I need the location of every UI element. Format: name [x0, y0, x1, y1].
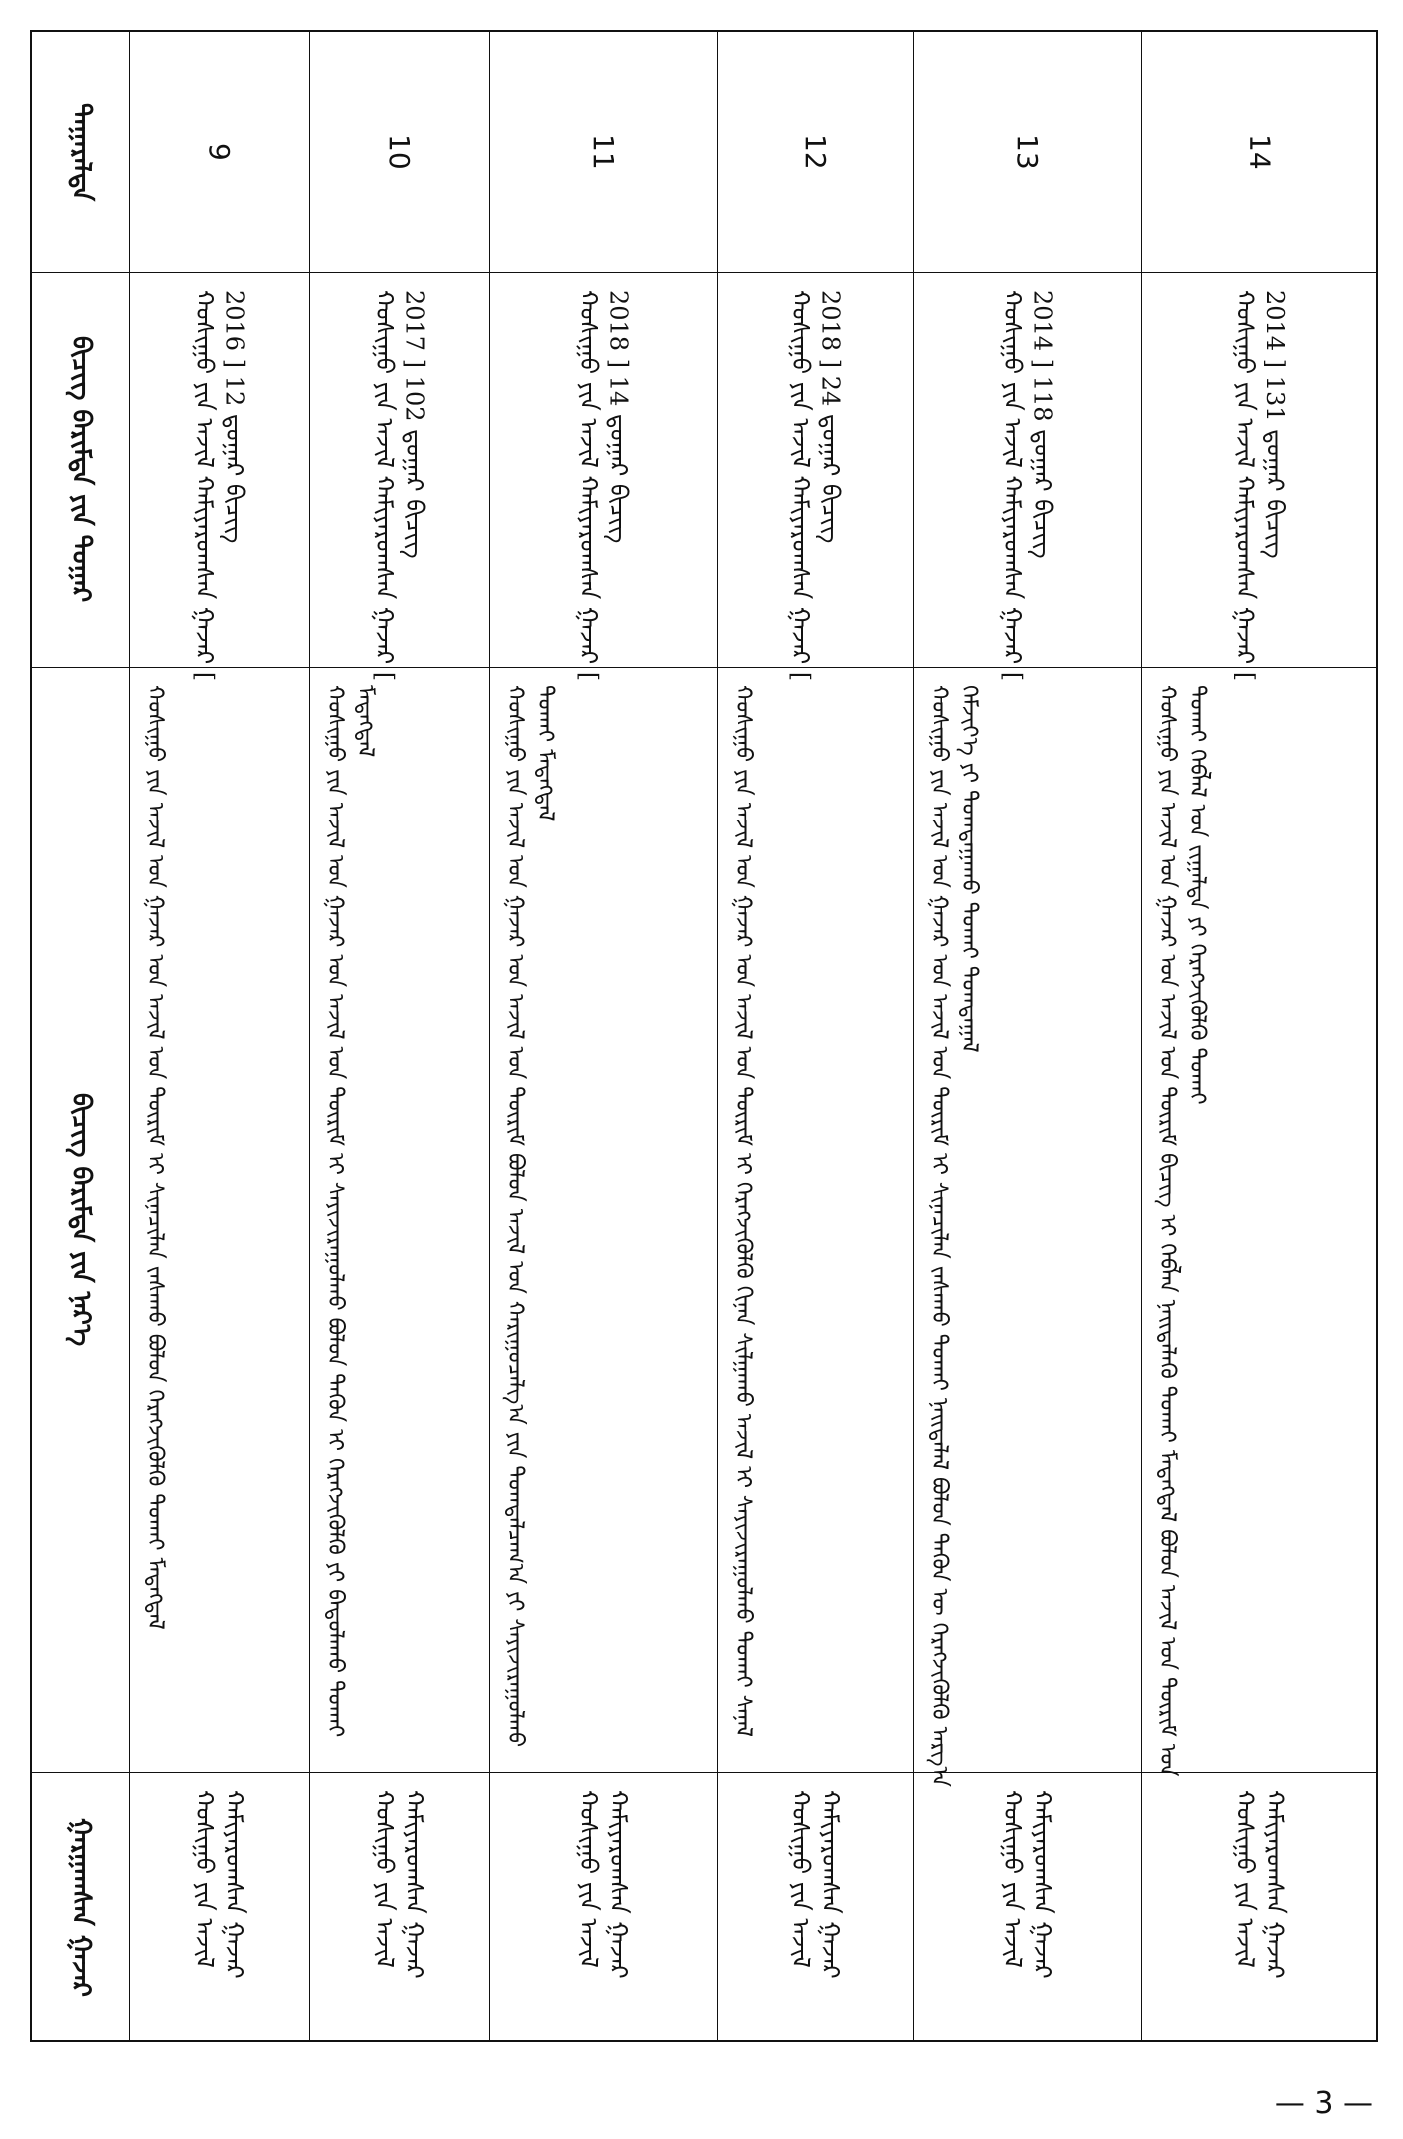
- header-issuer-cell: [32, 1772, 129, 2042]
- header-doc-number-cell: [32, 272, 129, 667]
- row-issuer: ᠬᠣᠰᠢᠭᠤ ᠶᠢᠨ ᠠᠵᠢᠯ ᠬᠠᠮᠢᠶᠠᠷᠤᠭᠰᠠᠨ ᠭᠠᠵᠠᠷ: [370, 1790, 429, 1979]
- header-doc-title: ᠪᠢᠴᠢᠭ ᠪᠠᠷᠢᠮᠲᠠ ᠶᠢᠨ ᠨᠡᠷ᠎ᠡ: [65, 1092, 96, 1347]
- row-number: 13: [1011, 134, 1044, 170]
- row-issuer: ᠬᠣᠰᠢᠭᠤ ᠶᠢᠨ ᠠᠵᠢᠯ ᠬᠠᠮᠢᠶᠠᠷᠤᠭᠰᠠᠨ ᠭᠠᠵᠠᠷ: [998, 1790, 1057, 1979]
- table-row: [914, 32, 1142, 2040]
- row-doc-title: ᠬᠣᠰᠢᠭᠤ ᠶᠢᠨ ᠠᠵᠢᠯ ᠤᠨ ᠭᠠᠵᠠᠷ ᠤᠨ ᠠᠵᠢᠯ ᠤᠨ ᠳᠦᠷᠢᠮ ᠢ ᠰᠠᠶᠢᠵᠢᠷᠠᠭᠤᠯᠬᠤ ᠪᠣᠯᠣᠨ ᠲᠡᠭᠦᠨ ᠢ ᠬᠡᠷᠡᠭᠵᠢᠭᠦᠯᠬᠦ ᠶᠢ ᠪᠠᠲᠤᠯᠠᠬᠤ ᠲᠤᠬᠠᠢ ᠮᠡᠳᠡᠭᠳᠡᠯ: [322, 685, 378, 1745]
- row-doc-number: ᠬᠣᠰᠢᠭᠤ ᠶᠢᠨ ᠠᠵᠢᠯ ᠬᠠᠮᠢᠶᠠᠷᠤᠭᠰᠠᠨ ᠭᠠᠵᠠᠷ [ 2017 ] 102 ᠳ᠋ᠤᠭᠠᠷ ᠪᠢᠴᠢᠭ: [370, 290, 429, 689]
- row-doc-title: ᠬᠣᠰᠢᠭᠤ ᠶᠢᠨ ᠠᠵᠢᠯ ᠤᠨ ᠭᠠᠵᠠᠷ ᠤᠨ ᠠᠵᠢᠯ ᠤᠨ ᠳᠦᠷᠢᠮ ᠪᠢᠴᠢᠭ ᠢ ᠬᠡᠪᠯᠡᠨ ᠨᠡᠢᠲᠡᠯᠡᠬᠦ ᠲᠤᠬᠠᠢ ᠮᠡᠳᠡᠭᠳᠡᠯ ᠪᠣᠯᠣᠨ ᠠᠵᠢᠯ ᠤᠨ ᠳᠦᠷᠢᠮ ᠤᠨ ᠲᠤᠬᠠᠢ ᠬᠡᠪᠯᠡᠯ ᠤᠨ ᠵᠢᠭᠠᠯᠲᠠ ᠶᠢ ᠬᠡᠷᠡᠭᠵᠢᠭᠦᠯᠬᠦ ᠲᠤᠬᠠᠢ: [1154, 685, 1210, 1784]
- table-row: [310, 32, 490, 2040]
- row-doc-number: ᠬᠣᠰᠢᠭᠤ ᠶᠢᠨ ᠠᠵᠢᠯ ᠬᠠᠮᠢᠶᠠᠷᠤᠭᠰᠠᠨ ᠭᠠᠵᠠᠷ [ 2018 ] 24 ᠳ᠋ᠤᠭᠠᠷ ᠪᠢᠴᠢᠭ: [786, 290, 845, 689]
- row-issuer: ᠬᠣᠰᠢᠭᠤ ᠶᠢᠨ ᠠᠵᠢᠯ ᠬᠠᠮᠢᠶᠠᠷᠤᠭᠰᠠᠨ ᠭᠠᠵᠠᠷ: [574, 1790, 633, 1979]
- row-doc-title: ᠬᠣᠰᠢᠭᠤ ᠶᠢᠨ ᠠᠵᠢᠯ ᠤᠨ ᠭᠠᠵᠠᠷ ᠤᠨ ᠠᠵᠢᠯ ᠤᠨ ᠳᠦᠷᠢᠮ ᠢ ᠰᠢᠨᠡᠴᠢᠯᠡᠨ ᠵᠠᠰᠠᠬᠤ ᠲᠤᠬᠠᠢ ᠨᠡᠢᠲᠡᠯᠡᠯ ᠪᠣᠯᠣᠨ ᠲᠡᠭᠦᠨ ᠦ ᠬᠡᠷᠡᠭᠵᠢᠭᠦᠯᠬᠦ ᠠᠷᠭ᠎ᠠ ᠬᠡᠮᠵᠢᠶ᠎ᠡ ᠶᠢ ᠲᠣᠭᠲᠠᠭᠠᠬᠤ ᠲᠤᠬᠠᠢ ᠲᠣᠭᠲᠠᠭᠠᠯ: [926, 685, 982, 1794]
- row-number: 9: [203, 143, 236, 161]
- row-doc-title: ᠬᠣᠰᠢᠭᠤ ᠶᠢᠨ ᠠᠵᠢᠯ ᠤᠨ ᠭᠠᠵᠠᠷ ᠤᠨ ᠠᠵᠢᠯ ᠤᠨ ᠳᠦᠷᠢᠮ ᠢ ᠬᠡᠷᠡᠭᠵᠢᠭᠦᠯᠬᠦ ᠬᠢᠨᠠᠨ ᠰᠢᠯᠭᠠᠬᠤ ᠠᠵᠢᠯ ᠢ ᠰᠠᠶᠢᠵᠢᠷᠠᠭᠤᠯᠬᠤ ᠲᠤᠬᠠᠢ ᠰᠠᠨᠠᠯ: [730, 685, 756, 1737]
- header-number: ᠳᠠᠭᠠᠷᠠᠯᠲᠠ: [65, 102, 96, 202]
- row-doc-title: ᠬᠣᠰᠢᠭᠤ ᠶᠢᠨ ᠠᠵᠢᠯ ᠤᠨ ᠭᠠᠵᠠᠷ ᠤᠨ ᠠᠵᠢᠯ ᠤᠨ ᠳᠦᠷᠢᠮ ᠢ ᠰᠢᠨᠡᠴᠢᠯᠡᠨ ᠵᠠᠰᠠᠬᠤ ᠪᠣᠯᠣᠨ ᠬᠡᠷᠡᠭᠵᠢᠭᠦᠯᠬᠦ ᠲᠤᠬᠠᠢ ᠮᠡᠳᠡᠭᠳᠡᠯ: [142, 685, 168, 1630]
- header-column: [32, 32, 130, 2040]
- table-row: [1142, 32, 1378, 2040]
- row-number: 14: [1243, 134, 1277, 170]
- header-number-cell: [32, 32, 129, 272]
- page-number: — 3 —: [1274, 2086, 1373, 2121]
- header-doc-title-cell: [32, 667, 129, 1772]
- regulation-table: [30, 30, 1378, 2042]
- table-row: [718, 32, 914, 2040]
- table-row: [490, 32, 718, 2040]
- row-doc-number: ᠬᠣᠰᠢᠭᠤ ᠶᠢᠨ ᠠᠵᠢᠯ ᠬᠠᠮᠢᠶᠠᠷᠤᠭᠰᠠᠨ ᠭᠠᠵᠠᠷ [ 2016 ] 12 ᠳ᠋ᠤᠭᠠᠷ ᠪᠢᠴᠢᠭ: [190, 290, 249, 689]
- row-doc-title: ᠬᠣᠰᠢᠭᠤ ᠶᠢᠨ ᠠᠵᠢᠯ ᠤᠨ ᠭᠠᠵᠠᠷ ᠤᠨ ᠠᠵᠢᠯ ᠤᠨ ᠳᠦᠷᠢᠮ ᠪᠣᠯᠣᠨ ᠠᠵᠢᠯ ᠤᠨ ᠬᠠᠷᠢᠭᠤᠴᠠᠯᠭ᠎ᠠ ᠶᠢᠨ ᠲᠣᠭᠲᠠᠯᠴᠠᠭ᠎ᠠ ᠶᠢ ᠰᠠᠶᠢᠵᠢᠷᠠᠭᠤᠯᠬᠤ ᠲᠤᠬᠠᠢ ᠮᠡᠳᠡᠭᠳᠡᠯ: [502, 685, 558, 1755]
- row-issuer: ᠬᠣᠰᠢᠭᠤ ᠶᠢᠨ ᠠᠵᠢᠯ ᠬᠠᠮᠢᠶᠠᠷᠤᠭᠰᠠᠨ ᠭᠠᠵᠠᠷ: [190, 1790, 249, 1979]
- row-number: 11: [587, 134, 620, 170]
- table-row: [130, 32, 310, 2040]
- row-issuer: ᠬᠣᠰᠢᠭᠤ ᠶᠢᠨ ᠠᠵᠢᠯ ᠬᠠᠮᠢᠶᠠᠷᠤᠭᠰᠠᠨ ᠭᠠᠵᠠᠷ: [786, 1790, 845, 1979]
- row-doc-number: ᠬᠣᠰᠢᠭᠤ ᠶᠢᠨ ᠠᠵᠢᠯ ᠬᠠᠮᠢᠶᠠᠷᠤᠭᠰᠠᠨ ᠭᠠᠵᠠᠷ [ 2014 ] 118 ᠳ᠋ᠤᠭᠠᠷ ᠪᠢᠴᠢᠭ: [998, 290, 1057, 689]
- header-doc-number: ᠪᠢᠴᠢᠭ ᠪᠠᠷᠢᠮᠲᠠ ᠶᠢᠨ ᠳᠤᠭᠠᠷ: [65, 336, 96, 603]
- row-doc-number: ᠬᠣᠰᠢᠭᠤ ᠶᠢᠨ ᠠᠵᠢᠯ ᠬᠠᠮᠢᠶᠠᠷᠤᠭᠰᠠᠨ ᠭᠠᠵᠠᠷ [ 2018 ] 14 ᠳ᠋ᠤᠭᠠᠷ ᠪᠢᠴᠢᠭ: [574, 290, 633, 689]
- row-doc-number: ᠬᠣᠰᠢᠭᠤ ᠶᠢᠨ ᠠᠵᠢᠯ ᠬᠠᠮᠢᠶᠠᠷᠤᠭᠰᠠᠨ ᠭᠠᠵᠠᠷ [ 2014 ] 131 ᠳ᠋ᠤᠭᠠᠷ ᠪᠢᠴᠢᠭ: [1231, 290, 1289, 689]
- row-number: 12: [799, 134, 832, 170]
- row-number: 10: [383, 134, 416, 170]
- header-issuer: ᠭᠠᠷᠭᠠᠭᠰᠠᠨ ᠭᠠᠵᠠᠷ: [65, 1817, 96, 1997]
- row-issuer: ᠬᠣᠰᠢᠭᠤ ᠶᠢᠨ ᠠᠵᠢᠯ ᠬᠠᠮᠢᠶᠠᠷᠤᠭᠰᠠᠨ ᠭᠠᠵᠠᠷ: [1231, 1790, 1289, 1979]
